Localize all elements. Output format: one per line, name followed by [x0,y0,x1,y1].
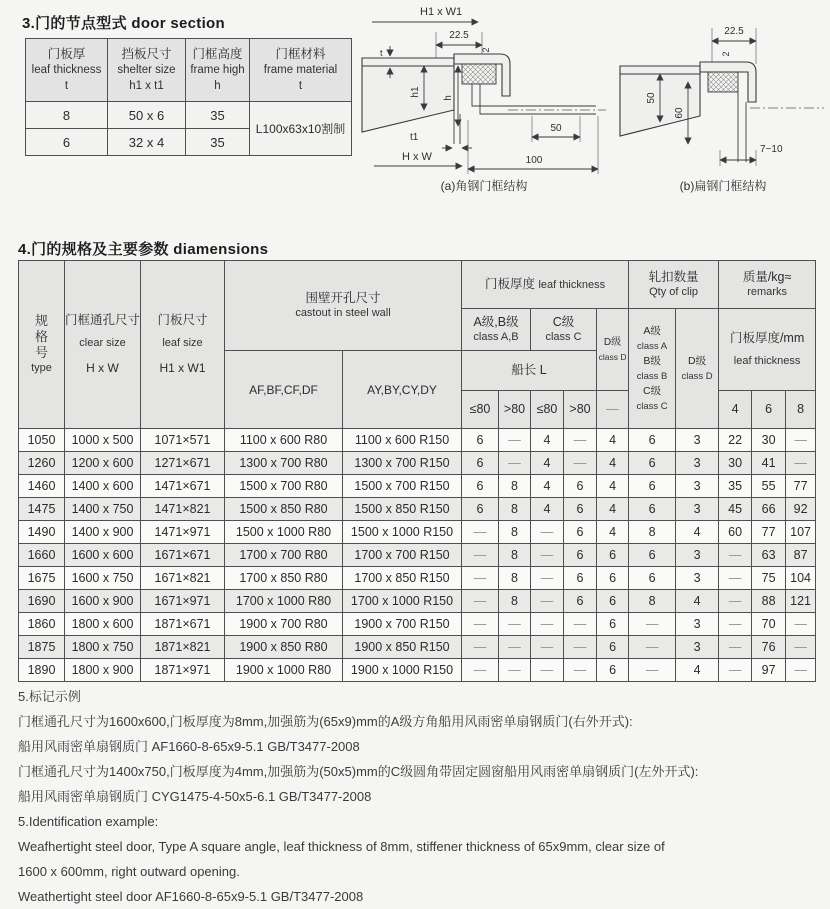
diagram-a-caption: (a)角钢门框结构 [440,179,528,193]
clip-zh: 轧扣数量 [648,269,699,284]
spec-cell: — [564,452,597,475]
spec-cell: 104 [786,567,816,590]
spec-cell: 35 [719,475,752,498]
spec-cell: 55 [752,475,786,498]
diagram-b-caption: (b)扁钢门框结构 [679,179,767,193]
spec-cell: 1400 x 750 [65,498,141,521]
t1-h1-zh: 挡板尺寸 [121,47,172,61]
remarks-zh: 质量/kg≈ [742,269,792,284]
spec-cell: 4 [676,590,719,613]
dim-label-22-5: 22.5 [724,26,744,37]
spec-cell: 3 [676,429,719,452]
spec-cell: 8 [499,544,531,567]
spec-cell: — [462,613,499,636]
spec-cell: 1260 [19,452,65,475]
remarks-sub-en: leaf thickness [733,354,801,367]
t2-header-m6: 6 [752,391,786,429]
spec-cell: 1400 x 900 [65,521,141,544]
spec-row [19,498,816,521]
spec-cell: 1671×821 [141,567,225,590]
spec-cell: 4 [531,429,564,452]
spec-cell: 1100 x 600 R150 [343,429,462,452]
clip-en: Qty of clip [649,285,699,298]
clip-d-zh: D级 [688,354,707,367]
castout-c2: AY,BY,CY,DY [367,383,437,397]
spec-cell: 3 [676,613,719,636]
t1-header-shelter-size [108,39,186,102]
t1-cell: 50 x 6 [108,102,186,129]
t1-cell: 35 [186,102,250,129]
spec-cell: 1871×971 [141,659,225,682]
t2-header-class-d [597,309,629,391]
spec-cell: 107 [786,521,816,544]
spec-cell: — [719,567,752,590]
spec-cell: — [462,636,499,659]
spec-cell: 1900 x 700 R80 [225,613,343,636]
gasket-hatch [708,72,738,92]
spec-cell: 121 [786,590,816,613]
dim-label-h: h [443,95,454,101]
spec-cell: — [629,659,676,682]
spec-cell: 1460 [19,475,65,498]
spec-cell: 41 [752,452,786,475]
t1-cell: 6 [26,129,108,156]
spec-cell: 77 [786,475,816,498]
gasket-hatch [462,64,496,84]
spec-cell: 1800 x 750 [65,636,141,659]
spec-cell: 6 [462,475,499,498]
spec-cell: — [531,567,564,590]
spec-table-body [19,429,816,682]
spec-cell: 8 [499,590,531,613]
spec-cell: 4 [597,475,629,498]
spec-cell: 60 [719,521,752,544]
spec-cell: 22 [719,429,752,452]
spec-cell: 76 [752,636,786,659]
note-line: 船用风雨密单扇钢质门 CYG1475-4-50x5-6.1 GB/T3477-2008 [18,789,372,804]
t1-cell: 35 [186,129,250,156]
spec-cell: 8 [499,498,531,521]
remarks-en: remarks [747,285,787,298]
spec-cell: 1500 x 700 R80 [225,475,343,498]
classab-en: class A,B [473,330,519,343]
spec-cell: 1600 x 600 [65,544,141,567]
classab-zh: A级,B级 [473,314,519,329]
spec-cell: 1871×671 [141,613,225,636]
spec-cell: — [499,636,531,659]
spec-cell: 1671×671 [141,544,225,567]
door-section-table [25,38,352,156]
spec-cell: 4 [531,498,564,521]
spec-cell: 1050 [19,429,65,452]
t1-row [26,102,352,129]
t2-header-remarks-sub [719,309,816,391]
spec-cell: 92 [786,498,816,521]
spec-cell: 6 [597,544,629,567]
spec-cell: 1675 [19,567,65,590]
spec-cell: 1500 x 1000 R150 [343,521,462,544]
spec-cell: 1871×821 [141,636,225,659]
spec-cell: 4 [531,475,564,498]
spec-row [19,429,816,452]
clear-sym: H x W [86,361,119,375]
spec-cell: 30 [719,452,752,475]
spec-cell: 87 [786,544,816,567]
t2-header-gt80-ab: >80 [499,391,531,429]
spec-cell: 1900 x 700 R150 [343,613,462,636]
t2-header-leaf-size [141,261,225,429]
t2-header-ship-length [462,351,597,391]
spec-cell: 4 [597,452,629,475]
classc-en: class C [545,330,582,343]
spec-cell: 6 [597,590,629,613]
t1-h3-en: frame material [263,64,338,76]
spec-cell: 1600 x 750 [65,567,141,590]
spec-cell: 1700 x 850 R150 [343,567,462,590]
spec-cell: 4 [597,521,629,544]
t1-h2-en: frame high [190,64,245,76]
spec-cell: 1490 [19,521,65,544]
spec-cell: 6 [564,521,597,544]
dim-label-2: 2 [481,47,491,53]
spec-cell: 6 [564,544,597,567]
spec-cell: 6 [564,498,597,521]
spec-cell: 8 [629,521,676,544]
note-line: 5.标记示例 [18,689,81,704]
spec-cell: 77 [752,521,786,544]
leafsize-en: leaf size [162,337,203,349]
spec-cell: 8 [499,475,531,498]
spec-cell: 6 [629,452,676,475]
t2-header-castout-col2 [343,351,462,429]
clip-d-en: class D [681,370,713,382]
spec-cell: 6 [462,429,499,452]
section3-title: 3.门的节点型式 door section [22,15,225,32]
spec-cell: 6 [597,567,629,590]
spec-cell: — [499,429,531,452]
classd-en: class D [598,351,627,362]
spec-cell: — [786,613,816,636]
dim-label-h1: h1 [410,86,421,98]
clear-zh: 门框通孔尺寸 [65,313,141,327]
spec-cell: — [786,659,816,682]
t1-h3-zh: 门框材料 [275,47,326,61]
spec-cell: 1500 x 850 R150 [343,498,462,521]
spec-row [19,659,816,682]
spec-row [19,452,816,475]
spec-cell: 6 [597,613,629,636]
spec-cell: 1471×671 [141,475,225,498]
spec-cell: 4 [531,452,564,475]
dim-label-h1w1: H1 x W1 [420,6,463,18]
t1-cell: 8 [26,102,108,129]
spec-cell: — [564,636,597,659]
clip-a-en: class A [637,340,668,352]
spec-cell: 1500 x 1000 R80 [225,521,343,544]
spec-cell: — [531,544,564,567]
spec-cell: 1900 x 1000 R150 [343,659,462,682]
clip-b-zh: B级 [643,354,661,367]
leafsize-sym: H1 x W1 [159,361,206,375]
t2-header-clip-abc [629,309,676,429]
dim-label-t: t [380,48,383,58]
door-leaf-outline [362,58,454,132]
frame-diagram-a [358,2,610,194]
spec-cell: 3 [676,544,719,567]
spec-cell: — [462,544,499,567]
spec-cell: — [499,613,531,636]
t2-header-castout [225,261,462,351]
spec-cell: 1700 x 850 R80 [225,567,343,590]
spec-cell: — [462,521,499,544]
spec-cell: — [531,590,564,613]
t2-header-castout-col1 [225,351,343,429]
spec-cell: — [499,659,531,682]
spec-cell: 1300 x 700 R150 [343,452,462,475]
thk-en: leaf thickness [538,278,606,291]
spec-cell: 1300 x 700 R80 [225,452,343,475]
spec-cell: 1900 x 850 R150 [343,636,462,659]
spec-cell: 1875 [19,636,65,659]
spec-cell: 6 [564,590,597,613]
dimensions-table [18,260,816,682]
spec-cell: 1700 x 700 R150 [343,544,462,567]
spec-cell: — [786,429,816,452]
t1-h2-sym: h [214,80,221,92]
spec-cell: 1471×821 [141,498,225,521]
castout-en: castout in steel wall [295,306,391,319]
t1-material-cell: L100x63x10割制 [250,102,352,156]
frame-diagram-b [616,2,830,194]
t2-header-class-c [531,309,597,351]
spec-cell: 6 [597,636,629,659]
spec-cell: 1000 x 500 [65,429,141,452]
t1-h3-sym: t [298,80,303,92]
spec-cell: 3 [676,636,719,659]
castout-c1: AF,BF,CF,DF [249,383,318,397]
spec-cell: 1700 x 700 R80 [225,544,343,567]
spec-cell: 6 [564,475,597,498]
spec-cell: 3 [676,452,719,475]
t1-h0-sym: t [64,80,69,92]
spec-cell: — [462,659,499,682]
spec-cell: — [564,613,597,636]
castout-zh: 围壁开孔尺寸 [305,290,381,305]
spec-cell: 1860 [19,613,65,636]
t2-header-le80-c: ≤80 [531,391,564,429]
t2-header-row1 [19,261,816,309]
spec-cell: 1500 x 850 R80 [225,498,343,521]
spec-row [19,590,816,613]
note-line: 1600 x 600mm, right outward opening. [18,864,240,879]
t1-h1-en: shelter size [117,64,176,76]
spec-cell: — [719,636,752,659]
clear-en: clear size [79,337,126,349]
t2-header-le80-ab: ≤80 [462,391,499,429]
t2-header-leaf-thickness-group [462,261,629,309]
spec-cell: 8 [499,567,531,590]
t2-header-type [19,261,65,429]
type-zh: 规格号 [34,313,48,360]
ship-length-label: 船长 L [511,363,547,377]
spec-cell: 1471×971 [141,521,225,544]
spec-cell: 8 [629,590,676,613]
clip-c-zh: C级 [643,384,662,397]
spec-cell: 4 [597,429,629,452]
note-line: Weafhertight steel door, Type A square angle, leaf thickness of 8mm, stiffener thickness of 65x9mm, clear size of [18,839,665,854]
t1-h1-sym: h1 x t1 [129,80,164,92]
t2-header-m4: 4 [719,391,752,429]
t2-header-gt80-c: >80 [564,391,597,429]
spec-cell: 6 [629,567,676,590]
spec-cell: 3 [676,498,719,521]
spec-cell: 30 [752,429,786,452]
spec-cell: — [719,659,752,682]
spec-cell: — [719,544,752,567]
spec-cell: — [719,590,752,613]
t1-h0-zh: 门板厚 [47,47,86,61]
dim-label-hxw: H x W [402,151,432,163]
spec-cell: 6 [564,567,597,590]
spec-cell: 1600 x 900 [65,590,141,613]
t1-header-row [26,39,352,102]
t1-header-frame-high [186,39,250,102]
spec-cell: 70 [752,613,786,636]
spec-cell: 4 [676,521,719,544]
spec-cell: — [531,613,564,636]
note-line: 5.Identification example: [18,814,159,829]
t1-h2-zh: 门框高度 [192,47,243,61]
spec-cell: 1700 x 1000 R80 [225,590,343,613]
dim-label-50: 50 [646,92,657,104]
note-line: 船用风雨密单扇钢质门 AF1660-8-65x9-5.1 GB/T3477-2008 [18,739,360,754]
thk-zh: 门板厚度 [484,276,535,291]
spec-cell: — [462,567,499,590]
spec-cell: 6 [629,475,676,498]
spec-cell: 1700 x 1000 R150 [343,590,462,613]
leafsize-zh: 门板尺寸 [157,313,208,327]
spec-cell: 1800 x 900 [65,659,141,682]
t2-header-d-dash: — [597,391,629,429]
t1-header-frame-material [250,39,352,102]
spec-cell: 6 [629,429,676,452]
spec-row [19,475,816,498]
spec-cell: 88 [752,590,786,613]
t1-h0-en: leaf thickness [31,64,102,76]
spec-cell: 1475 [19,498,65,521]
spec-cell: 1271×671 [141,452,225,475]
spec-cell: — [499,452,531,475]
spec-cell: 6 [597,659,629,682]
dim-label-2: 2 [721,51,731,57]
spec-cell: 6 [629,544,676,567]
spec-cell: — [786,452,816,475]
spec-cell: 4 [676,659,719,682]
spec-cell: 4 [597,498,629,521]
dim-label-60: 60 [674,107,685,119]
spec-cell: 1400 x 600 [65,475,141,498]
spec-cell: — [719,613,752,636]
dim-label-t1: t1 [410,132,419,143]
clip-c-en: class C [636,400,668,412]
t2-header-clip-group [629,261,719,309]
dim-label-50: 50 [550,123,562,134]
t2-header-class-ab [462,309,531,351]
spec-row [19,567,816,590]
spec-cell: — [629,636,676,659]
dim-label-100: 100 [525,155,543,166]
spec-cell: — [531,636,564,659]
spec-cell: 63 [752,544,786,567]
spec-cell: 6 [462,498,499,521]
clip-a-zh: A级 [643,324,661,337]
notes-section [18,684,818,909]
spec-cell: 1800 x 600 [65,613,141,636]
spec-cell: 3 [676,567,719,590]
spec-cell: 97 [752,659,786,682]
spec-cell: 45 [719,498,752,521]
spec-cell: — [531,659,564,682]
spec-cell: 1100 x 600 R80 [225,429,343,452]
spec-cell: 1900 x 1000 R80 [225,659,343,682]
t1-header-leaf-thickness [26,39,108,102]
spec-cell: — [531,521,564,544]
remarks-sub-zh: 门板厚度/mm [729,330,805,345]
spec-cell: 1200 x 600 [65,452,141,475]
spec-cell: — [629,613,676,636]
spec-row [19,521,816,544]
spec-cell: 1500 x 700 R150 [343,475,462,498]
t2-header-m8: 8 [786,391,816,429]
classd-zh: D级 [603,336,622,348]
classc-zh: C级 [552,314,575,329]
spec-cell: 1690 [19,590,65,613]
spec-cell: 8 [499,521,531,544]
spec-cell: — [564,659,597,682]
t2-header-clear-size [65,261,141,429]
spec-cell: 1660 [19,544,65,567]
spec-cell: 3 [676,475,719,498]
dim-label-22-5: 22.5 [449,30,469,41]
spec-row [19,544,816,567]
spec-cell: 1071×571 [141,429,225,452]
spec-cell: 1890 [19,659,65,682]
spec-cell: — [786,636,816,659]
note-line: 门框通孔尺寸为1600x600,门板厚度为8mm,加强筋为(65x9)mm的A级方角船用风雨密单扇钢质门(右外开式): [18,714,633,729]
clip-b-en: class B [636,370,668,382]
spec-cell: — [462,590,499,613]
spec-cell: 6 [629,498,676,521]
t2-header-remarks-group [719,261,816,309]
section4-title: 4.门的规格及主要参数 diamensions [18,241,269,258]
spec-row [19,613,816,636]
spec-cell: 6 [462,452,499,475]
spec-cell: 66 [752,498,786,521]
note-line: 门框通孔尺寸为1400x750,门板厚度为4mm,加强筋为(50x5)mm的C级圆角带固定圆窗船用风雨密单扇钢质门(左外开式): [18,764,699,779]
t1-cell: 32 x 4 [108,129,186,156]
spec-cell: 1900 x 850 R80 [225,636,343,659]
spec-cell: 75 [752,567,786,590]
type-en: type [31,362,52,374]
dim-label-7-10: 7~10 [760,144,783,155]
t2-header-clip-d [676,309,719,429]
spec-cell: — [564,429,597,452]
spec-cell: 1671×971 [141,590,225,613]
spec-row [19,636,816,659]
note-line: Weathertight steel door AF1660-8-65x9-5.1 GB/T3477-2008 [18,889,364,904]
